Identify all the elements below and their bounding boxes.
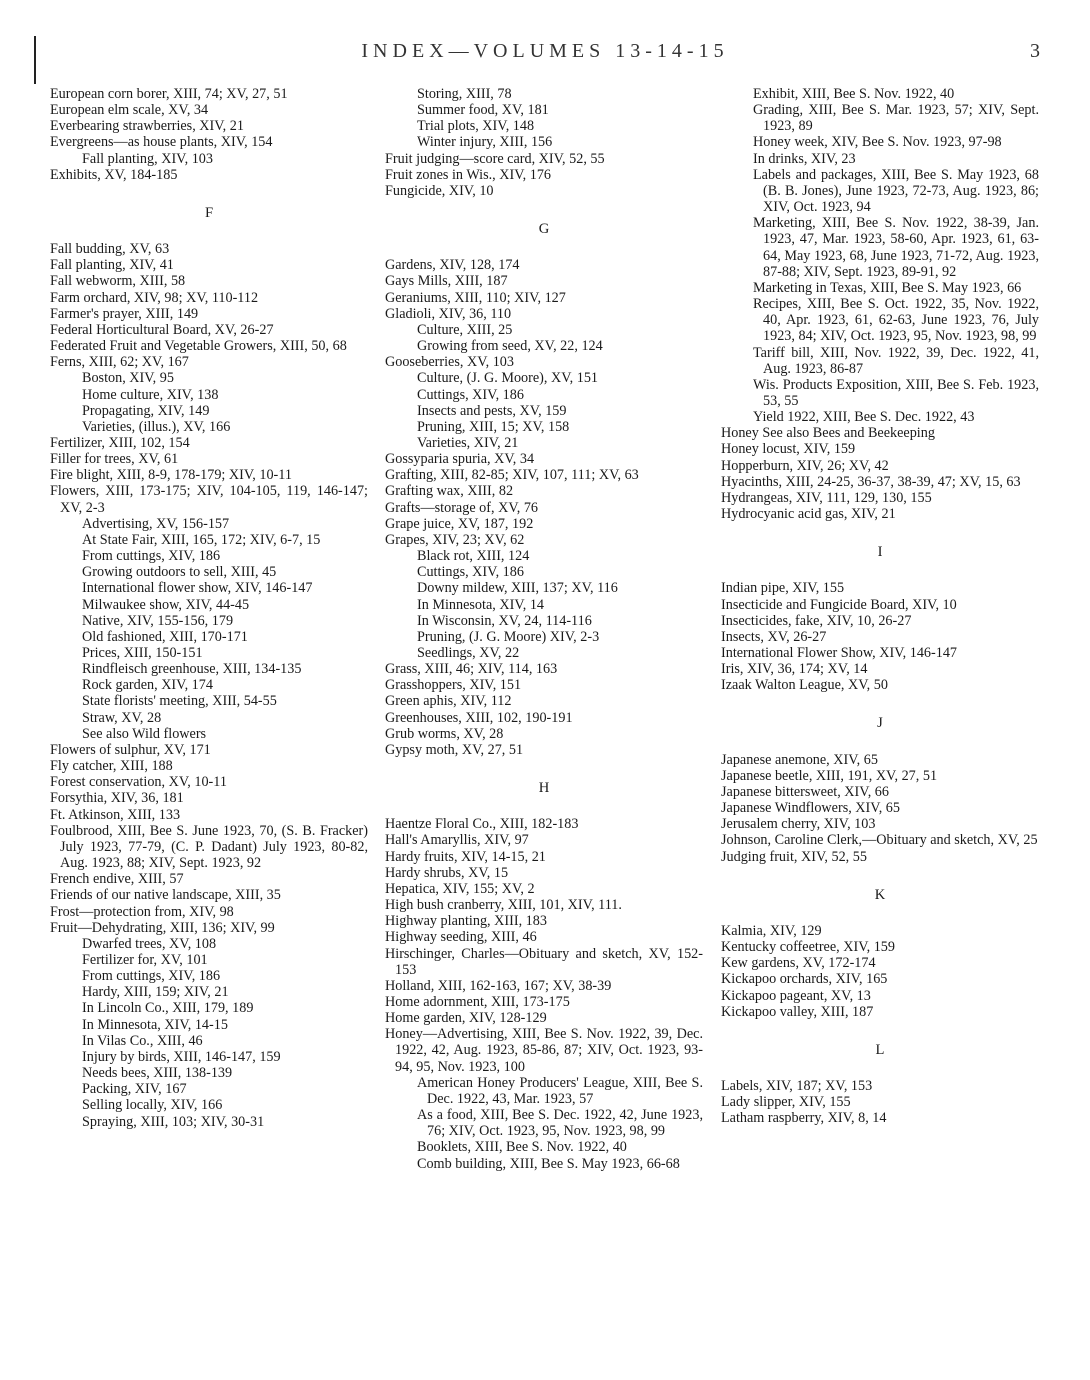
index-entry: Honey—Advertising, XIII, Bee S. Nov. 1922, 39, Dec. 1922, 42, Aug. 1923, 85-86, 87; XIV, Oct. 1923, 93-94, 95, Nov. 1923, 100 <box>385 1026 703 1075</box>
index-entry: French endive, XIII, 57 <box>50 871 184 888</box>
index-entry: Grasshoppers, XIV, 151 <box>385 677 522 694</box>
index-subentry: Boston, XIV, 95 <box>82 370 174 387</box>
index-subentry: Spraying, XIII, 103; XIV, 30-31 <box>82 1113 265 1130</box>
index-entry: Ft. Atkinson, XIII, 133 <box>50 806 181 823</box>
index-entry: Honey locust, XIV, 159 <box>721 441 856 458</box>
index-entry: Gypsy moth, XV, 27, 51 <box>385 741 524 758</box>
index-subentry: Growing outdoors to sell, XIII, 45 <box>82 564 277 581</box>
index-entry: Farm orchard, XIV, 98; XV, 110-112 <box>50 289 259 306</box>
index-entry: Farmer's prayer, XIII, 149 <box>50 305 199 322</box>
index-subentry: Milwaukee show, XIV, 44-45 <box>82 596 250 613</box>
index-subentry: Honey week, XIV, Bee S. Nov. 1923, 97-98 <box>753 134 1002 151</box>
index-entry: Highway seeding, XIII, 46 <box>385 929 537 946</box>
index-entry: European elm scale, XV, 34 <box>50 102 209 119</box>
index-entry: Filler for trees, XV, 61 <box>50 451 179 468</box>
index-subentry: Yield 1922, XIII, Bee S. Dec. 1922, 43 <box>753 409 975 426</box>
section-letter: H <box>538 780 550 797</box>
index-subentry: Needs bees, XIII, 138-139 <box>82 1065 233 1082</box>
index-subentry: Fall planting, XIV, 103 <box>82 150 213 167</box>
section-letter: L <box>875 1041 885 1058</box>
index-entry: Grass, XIII, 46; XIV, 114, 163 <box>385 661 558 678</box>
index-entry: High bush cranberry, XIII, 101, XIV, 111. <box>385 897 622 914</box>
index-subentry: Pruning, XIII, 15; XV, 158 <box>417 418 570 435</box>
index-subentry: Downy mildew, XIII, 137; XV, 116 <box>417 580 618 597</box>
index-entry: Frost—protection from, XIV, 98 <box>50 903 234 920</box>
index-entry: International Flower Show, XIV, 146-147 <box>721 645 958 661</box>
index-subentry: From cuttings, XIV, 186 <box>82 968 221 985</box>
index-entry: Home adornment, XIII, 173-175 <box>385 993 570 1010</box>
index-entry: Grapes, XIV, 23; XV, 62 <box>385 531 525 548</box>
index-subentry: Native, XIV, 155-156, 179 <box>82 612 234 629</box>
index-subentry: Advertising, XV, 156-157 <box>82 515 230 532</box>
index-entry: Judging fruit, XIV, 52, 55 <box>721 848 867 865</box>
index-subentry: Culture, (J. G. Moore), XV, 151 <box>417 370 599 387</box>
index-entry: Insects, XV, 26-27 <box>721 628 827 645</box>
index-subentry: Old fashioned, XIII, 170-171 <box>82 628 248 645</box>
index-entry: Kickapoo pageant, XV, 13 <box>721 987 871 1004</box>
section-letter: G <box>538 221 550 238</box>
index-subentry: Dwarfed trees, XV, 108 <box>82 935 217 952</box>
index-subentry: Black rot, XIII, 124 <box>417 548 530 565</box>
index-entry: Fall webworm, XIII, 58 <box>50 273 186 290</box>
index-subentry: Growing from seed, XV, 22, 124 <box>417 338 603 355</box>
section-letter: I <box>877 544 883 561</box>
index-entry: Latham raspberry, XIV, 8, 14 <box>721 1110 887 1127</box>
index-entry: Japanese anemone, XIV, 65 <box>721 751 878 768</box>
index-entry: Greenhouses, XIII, 102, 190-191 <box>385 709 573 726</box>
index-subentry: Marketing, XIII, Bee S. Nov. 1922, 38-39, Jan. 1923, 47, Mar. 1923, 58-60, Apr. 1923, 61, 63-64, May 1923, 68, June 1923, 71-72, Aug. 1923, 87-88; XIV, Sept. 1923, 89-91, 92 <box>753 215 1039 280</box>
index-entry: Highway planting, XIII, 183 <box>385 913 547 930</box>
index-entry: Japanese bittersweet, XIV, 66 <box>721 783 889 800</box>
index-subentry: In Lincoln Co., XIII, 179, 189 <box>82 1000 254 1017</box>
index-entry: Haentze Floral Co., XIII, 182-183 <box>385 816 579 833</box>
index-entry: Friends of our native landscape, XIII, 35 <box>50 887 281 904</box>
section-letter: J <box>877 715 883 732</box>
index-subentry: Rindfleisch greenhouse, XIII, 134-135 <box>82 661 302 678</box>
index-subentry: At State Fair, XIII, 165, 172; XIV, 6-7, 15 <box>82 531 321 548</box>
index-subentry: Fertilizer for, XV, 101 <box>82 951 208 968</box>
index-subentry: Insects and pests, XV, 159 <box>417 402 567 419</box>
index-entry: Federal Horticultural Board, XV, 26-27 <box>50 321 274 338</box>
index-entry: Fertilizer, XIII, 102, 154 <box>50 434 190 451</box>
index-subentry: Tariff bill, XIII, Nov. 1922, 39, Dec. 1922, 41, Aug. 1923, 86-87 <box>753 344 1039 377</box>
index-entry: Kalmia, XIV, 129 <box>721 922 822 939</box>
index-subentry: In Minnesota, XIV, 14-15 <box>82 1016 228 1033</box>
index-subentry: Packing, XIV, 167 <box>82 1081 187 1098</box>
index-entry: Holland, XIII, 162-163, 167; XV, 38-39 <box>385 977 612 994</box>
index-entry: Insecticide and Fungicide Board, XIV, 10 <box>721 596 957 613</box>
index-entry: Japanese Windflowers, XIV, 65 <box>721 800 900 817</box>
index-entry: Gooseberries, XV, 103 <box>385 354 514 371</box>
index-entry: Hydrangeas, XIV, 111, 129, 130, 155 <box>721 489 932 506</box>
index-entry: Kentucky coffeetree, XIV, 159 <box>721 939 895 956</box>
index-entry: Grafting, XIII, 82-85; XIV, 107, 111; XV, 63 <box>385 467 639 484</box>
index-subentry: International flower show, XIV, 146-147 <box>82 580 313 597</box>
index-entry: Fall planting, XIV, 41 <box>50 257 174 274</box>
index-entry: Johnson, Caroline Clerk,—Obituary and sketch, XV, 25 <box>721 832 1038 849</box>
index-entry: Federated Fruit and Vegetable Growers, XIII, 50, 68 <box>50 338 347 355</box>
index-entry: Hepatica, XIV, 155; XV, 2 <box>385 880 535 897</box>
section-letter: K <box>874 886 886 903</box>
index-subentry: From cuttings, XIV, 186 <box>82 548 221 565</box>
index-entry: Forest conservation, XV, 10-11 <box>50 774 227 791</box>
index-subentry: American Honey Producers' League, XIII, Bee S. Dec. 1922, 43, Mar. 1923, 57 <box>417 1074 703 1107</box>
page-title: INDEX—VOLUMES 13-14-15 <box>361 40 729 62</box>
index-entry: Insecticides, fake, XIV, 10, 26-27 <box>721 612 912 629</box>
index-entry: Japanese beetle, XIII, 191, XV, 27, 51 <box>721 767 938 784</box>
index-subentry: Varieties, XIV, 21 <box>417 434 519 451</box>
index-subentry: See also Wild flowers <box>82 725 207 742</box>
index-subentry: In Vilas Co., XIII, 46 <box>82 1032 203 1049</box>
index-subentry: Varieties, (illus.), XV, 166 <box>82 418 231 435</box>
index-subentry: Marketing in Texas, XIII, Bee S. May 1923, 66 <box>753 279 1022 296</box>
index-subentry: Recipes, XIII, Bee S. Oct. 1922, 35, Nov. 1922, 40, Apr. 1923, 61, 62-63, June 1923, 76, July 1923, 84; XIV, Oct. 1923, 95, Nov. 1923, 98, 99 <box>753 296 1039 345</box>
index-subentry: Storing, XIII, 78 <box>417 86 512 102</box>
index-entry: Fall budding, XV, 63 <box>50 241 170 258</box>
index-entry: Foulbrood, XIII, Bee S. June 1923, 70, (S. B. Fracker) July 1923, 77-79, (C. P. Dadant) July 1923, 80-82, Aug. 1923, 88; XIV, Sept. 1923, 92 <box>50 822 368 872</box>
index-entry: Fruit zones in Wis., XIV, 176 <box>385 166 552 183</box>
index-column-1 <box>50 86 368 1130</box>
index-subentry: Summer food, XV, 181 <box>417 102 549 119</box>
index-entry: Jerusalem cherry, XIV, 103 <box>721 816 876 833</box>
index-subentry: Wis. Products Exposition, XIII, Bee S. Feb. 1923, 53, 55 <box>753 376 1039 409</box>
index-subentry: State florists' meeting, XIII, 54-55 <box>82 693 277 710</box>
index-subentry: Exhibit, XIII, Bee S. Nov. 1922, 40 <box>753 86 955 102</box>
index-entry: Grafts—storage of, XV, 76 <box>385 499 539 516</box>
index-entry: Forsythia, XIV, 36, 181 <box>50 790 184 807</box>
index-entry: Indian pipe, XIV, 155 <box>721 580 845 597</box>
index-entry: Hopperburn, XIV, 26; XV, 42 <box>721 457 889 474</box>
index-entry: Kew gardens, XV, 172-174 <box>721 955 876 972</box>
index-subentry: Injury by birds, XIII, 146-147, 159 <box>82 1048 281 1065</box>
index-entry: Fungicide, XIV, 10 <box>385 182 494 199</box>
index-entry: Lady slipper, XIV, 155 <box>721 1094 851 1111</box>
index-subentry: Labels and packages, XIII, Bee S. May 1923, 68 (B. B. Jones), June 1923, 72-73, Aug. 1923, 86; XIV, Oct. 1923, 94 <box>753 166 1039 216</box>
index-subentry: In Wisconsin, XV, 24, 114-116 <box>417 612 592 629</box>
index-entry: Hyacinths, XIII, 24-25, 36-37, 38-39, 47; XV, 15, 63 <box>721 473 1021 490</box>
index-subentry: Winter injury, XIII, 156 <box>417 134 553 151</box>
index-entry: Everbearing strawberries, XIV, 21 <box>50 118 244 135</box>
index-subentry: Rock garden, XIV, 174 <box>82 677 213 694</box>
index-entry: Hirschinger, Charles—Obituary and sketch, XV, 152-153 <box>385 945 703 978</box>
index-column-3 <box>721 86 1039 1126</box>
index-entry: Green aphis, XIV, 112 <box>385 693 512 710</box>
index-subentry: Prices, XIII, 150-151 <box>82 645 203 661</box>
index-subentry: Cuttings, XIV, 186 <box>417 564 524 581</box>
index-entry: Flowers, XIII, 173-175; XIV, 104-105, 119, 146-147; XV, 2-3 <box>50 483 368 516</box>
index-entry: Grub worms, XV, 28 <box>385 725 504 742</box>
index-entry: European corn borer, XIII, 74; XV, 27, 51 <box>50 86 288 102</box>
index-entry: Kickapoo valley, XIII, 187 <box>721 1003 874 1020</box>
index-subentry: Home culture, XIV, 138 <box>82 386 219 403</box>
index-entry: Gladioli, XIV, 36, 110 <box>385 305 512 322</box>
index-entry: Grape juice, XV, 187, 192 <box>385 515 534 532</box>
section-letter: F <box>204 204 214 221</box>
index-entry: Evergreens—as house plants, XIV, 154 <box>50 134 273 151</box>
index-subentry: Pruning, (J. G. Moore) XIV, 2-3 <box>417 628 600 645</box>
index-entry: Hydrocyanic acid gas, XIV, 21 <box>721 506 896 523</box>
index-entry: Grafting wax, XIII, 82 <box>385 483 514 500</box>
index-entry: Flowers of sulphur, XV, 171 <box>50 741 211 758</box>
page-number: 3 <box>1030 40 1040 62</box>
index-entry: Gays Mills, XIII, 187 <box>385 273 508 290</box>
index-subentry: Selling locally, XIV, 166 <box>82 1097 223 1114</box>
index-subentry: In Minnesota, XIV, 14 <box>417 596 545 613</box>
index-entry: Hardy shrubs, XV, 15 <box>385 864 509 881</box>
index-entry: Exhibits, XV, 184-185 <box>50 166 178 183</box>
index-subentry: In drinks, XIV, 23 <box>753 150 856 167</box>
index-subentry: Propagating, XIV, 149 <box>82 402 210 419</box>
index-entry: Iris, XIV, 36, 174; XV, 14 <box>721 661 868 678</box>
index-entry: Ferns, XIII, 62; XV, 167 <box>50 354 189 371</box>
index-subentry: Trial plots, XIV, 148 <box>417 118 535 135</box>
index-entry: Kickapoo orchards, XIV, 165 <box>721 971 888 988</box>
index-entry: Labels, XIV, 187; XV, 153 <box>721 1077 873 1094</box>
index-entry: Honey See also Bees and Beekeeping <box>721 425 935 442</box>
index-subentry: Grading, XIII, Bee S. Mar. 1923, 57; XIV, Sept. 1923, 89 <box>753 102 1039 135</box>
index-entry: Fruit judging—score card, XIV, 52, 55 <box>385 150 605 167</box>
index-subentry: Cuttings, XIV, 186 <box>417 386 524 403</box>
index-subentry: Straw, XV, 28 <box>82 709 162 726</box>
index-subentry: Culture, XIII, 25 <box>417 321 513 338</box>
index-entry: Fly catcher, XIII, 188 <box>50 758 173 775</box>
index-subentry: Comb building, XIII, Bee S. May 1923, 66-68 <box>417 1155 680 1172</box>
index-entry: Home garden, XIV, 128-129 <box>385 1010 547 1027</box>
index-entry: Fire blight, XIII, 8-9, 178-179; XIV, 10-11 <box>50 467 292 484</box>
index-entry: Gossyparia spuria, XV, 34 <box>385 451 535 468</box>
index-entry: Hall's Amaryllis, XIV, 97 <box>385 832 529 849</box>
index-entry: Gardens, XIV, 128, 174 <box>385 257 520 274</box>
index-column-2 <box>385 86 703 1172</box>
index-subentry: Hardy, XIII, 159; XIV, 21 <box>82 984 229 1001</box>
index-subentry: Booklets, XIII, Bee S. Nov. 1922, 40 <box>417 1139 627 1156</box>
index-entry: Izaak Walton League, XV, 50 <box>721 677 888 694</box>
index-subentry: Seedlings, XV, 22 <box>417 645 520 661</box>
index-subentry: As a food, XIII, Bee S. Dec. 1922, 42, June 1923, 76; XIV, Oct. 1923, 95, Nov. 1923, 98, 99 <box>417 1107 703 1140</box>
index-entry: Hardy fruits, XIV, 14-15, 21 <box>385 848 546 865</box>
index-entry: Fruit—Dehydrating, XIII, 136; XIV, 99 <box>50 919 275 936</box>
index-entry: Geraniums, XIII, 110; XIV, 127 <box>385 289 566 306</box>
